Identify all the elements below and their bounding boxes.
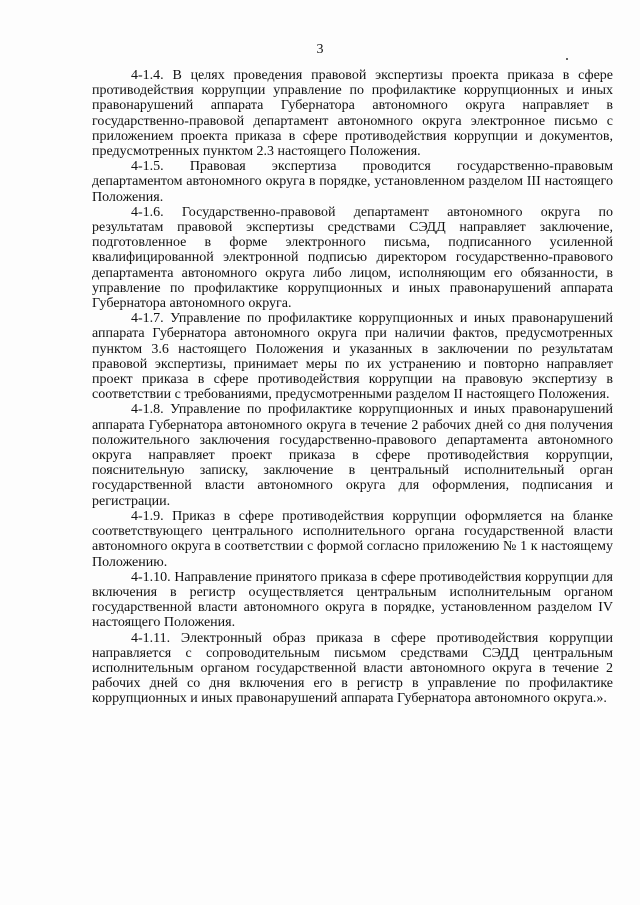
paragraph-4-1-5: 4-1.5. Правовая экспертиза проводится государственно-правовым департаментом автономного округа в порядке, установленном разделом III настоящего Положения. <box>92 159 613 205</box>
paragraph-4-1-9: 4-1.9. Приказ в сфере противодействия коррупции оформляется на бланке соответствующего центрального исполнительного органа государственной власти автономного округа в соответствии с формой согласно приложению № 1 к настоящему Положению. <box>92 508 613 570</box>
paragraph-4-1-8: 4-1.8. Управление по профилактике коррупционных и иных правонарушений аппарата Губернатора автономного округа в течение 2 рабочих дней со дня получения положительного заключения государственно-правового департамента автономного округа направляет проект приказа в сфере противодействия коррупции, пояснительную записку, заключение в центральный исполнительный орган государственной власти автономного округа для оформления, подписания и регистрации. <box>92 402 613 509</box>
document-body <box>92 68 613 707</box>
paragraph-4-1-11: 4-1.11. Электронный образ приказа в сфере противодействия коррупции направляется с сопроводительным письмом средствами СЭДД центральным исполнительным органом государственной власти автономного округа в течение 2 рабочих дней со дня включения его в регистр в управление по профилактике коррупционных и иных правонарушений аппарата Губернатора автономного округа.». <box>92 630 613 707</box>
scan-speck <box>566 58 568 60</box>
page-number: 3 <box>316 42 324 57</box>
paragraph-4-1-10: 4-1.10. Направление принятого приказа в сфере противодействия коррупции для включения в регистр осуществляется центральным исполнительным органом государственной власти автономного округа в порядке, установленном разделом IV настоящего Положения. <box>92 569 613 631</box>
paragraph-4-1-6: 4-1.6. Государственно-правовой департамент автономного округа по результатам правовой экспертизы средствами СЭДД направляет заключение, подготовленное в форме электронного письма, подписанного усиленной квалифицированной электронной подписью директором государственно-правового департамента автономного округа либо лицом, исполняющим его обязанности, в управление по профилактике коррупционных и иных правонарушений аппарата Губернатора автономного округа. <box>92 204 613 312</box>
paragraph-4-1-4: 4-1.4. В целях проведения правовой экспертизы проекта приказа в сфере противодействия коррупции управление по профилактике коррупционных и иных правонарушений аппарата Губернатора автономного округа направляет в государственно-правовой департамент автономного округа электронное письмо с приложением проекта приказа в сфере противодействия коррупции и документов, предусмотренных пунктом 2.3 настоящего Положения. <box>92 68 613 160</box>
paragraph-4-1-7: 4-1.7. Управление по профилактике коррупционных и иных правонарушений аппарата Губернатора автономного округа при наличии фактов, предусмотренных пунктом 3.6 настоящего Положения и указанных в заключении по результатам правовой экспертизы, принимает меры по их устранению и повторно направляет проект приказа в сфере противодействия коррупции на правовую экспертизу в соответствии с требованиями, предусмотренными разделом II настоящего Положения. <box>92 311 613 403</box>
